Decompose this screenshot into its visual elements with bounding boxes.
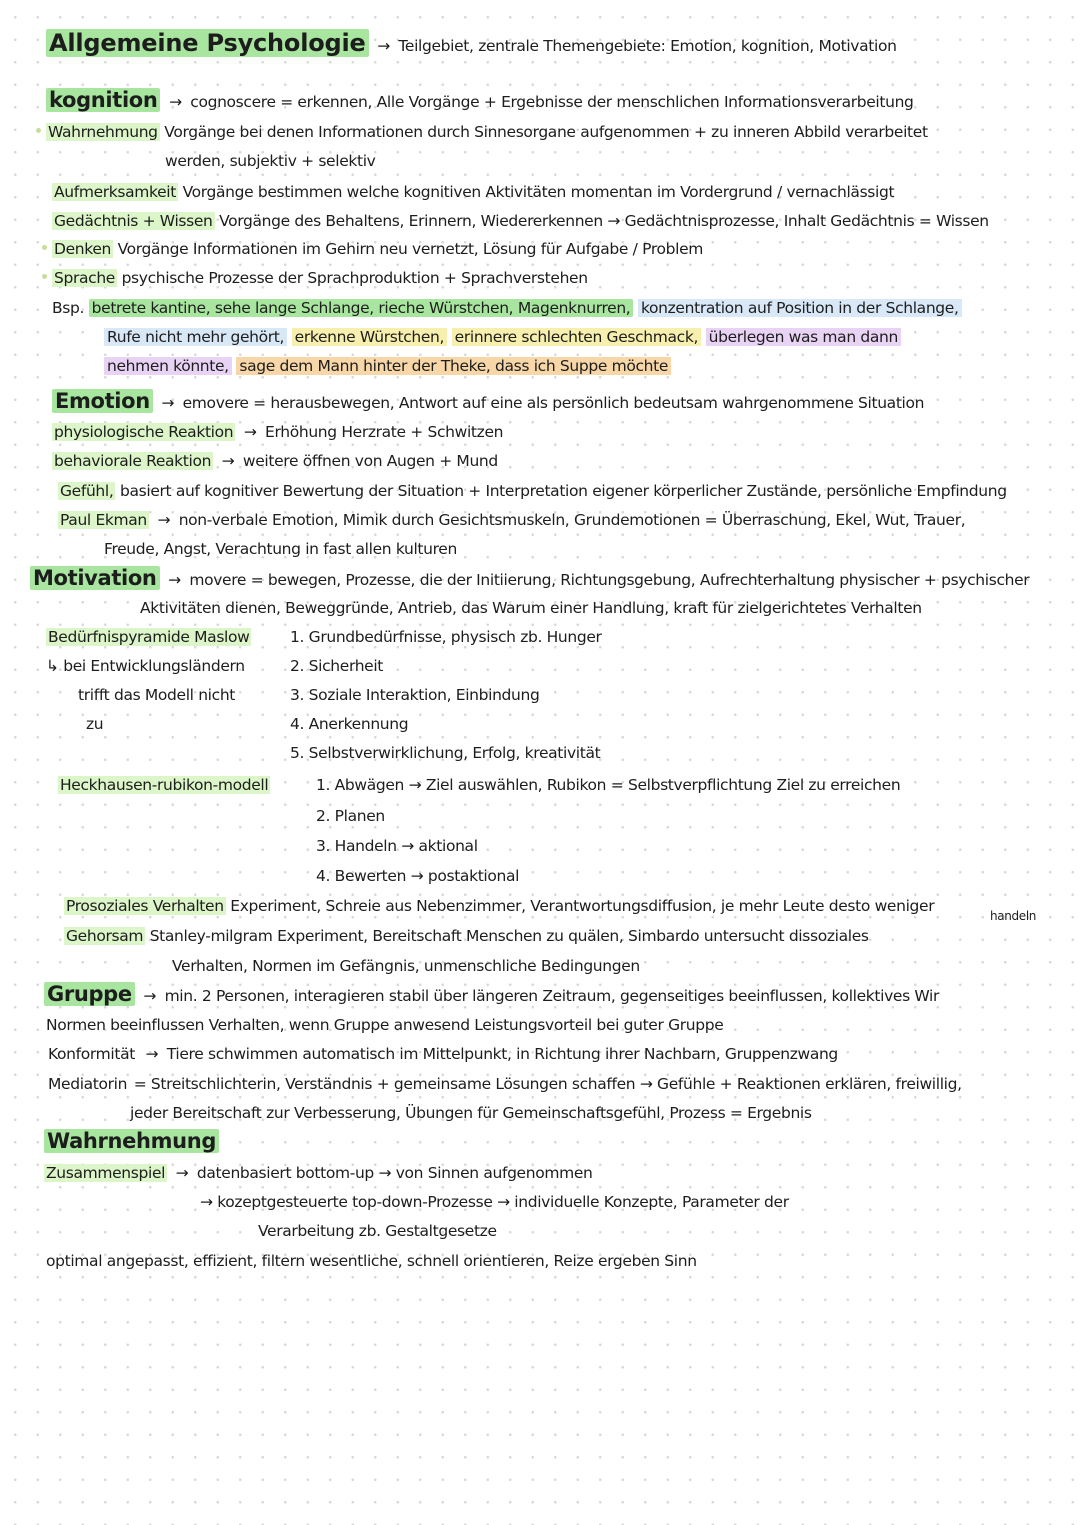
ekman-text: non-verbale Emotion, Mimik durch Gesichtsmuskeln, Grundemotionen = Überraschung, Ekel, Wut, Trauer, [178,511,966,529]
page-title: Allgemeine Psychologie [46,29,369,57]
gruppe-title: Gruppe [44,982,135,1006]
beispiel-ueberlegen: überlegen was man dann [706,328,901,346]
mediatorin-cont: jeder Bereitschaft zur Verbesserung, Übungen für Gemeinschaftsgefühl, Prozess = Ergebnis [130,1104,812,1122]
maslow-item-text: 5. Selbstverwirklichung, Erfolg, kreativität [290,744,601,762]
wahrnehmung-summary-line [46,1248,697,1274]
heckhausen-item-text: 4. Bewerten → postaktional [316,867,520,885]
gruppe-definition: min. 2 Personen, interagieren stabil über längeren Zeitraum, gegenseitiges beeinflussen, kollektives Wir [164,987,940,1005]
zusammenspiel-term: Zusammenspiel [46,1164,166,1182]
zusammenspiel-text-2: → kozeptgesteuerte top-down-Prozesse → individuelle Konzepte, Parameter der [200,1193,789,1211]
denken-term: Denken [54,240,111,258]
maslow-item [290,740,600,766]
ekman-cont-line [104,536,457,562]
ekman-line [58,507,965,533]
bullet-dot-icon [42,274,47,279]
arrow-right-icon: → [143,987,156,1005]
prosozial-text: Experiment, Schreie aus Nebenzimmer, Verantwortungsdiffusion, je mehr Leute desto weniger [230,897,935,915]
zusammenspiel-line-2 [200,1189,789,1215]
motivation-cont-line [140,595,922,621]
heckhausen-term: Heckhausen-rubikon-modell [60,776,269,794]
kognition-heading-line [46,87,914,115]
zusammenspiel-line-1: datenbasiert bottom-up → von Sinnen aufgenommen [196,1164,593,1182]
wahrnehmung-cont: werden, subjektiv + selektiv [165,152,376,170]
gruppe-cont-line [46,1012,723,1038]
mediatorin-text: = Streitschlichterin, Verständnis + gemeinsame Lösungen schaffen → Gefühle + Reaktionen erklären, freiwillig, [133,1075,962,1093]
mediatorin-line [46,1071,962,1097]
beispiel-aufmerksamkeit: konzentration auf Position in der Schlange, [638,299,962,317]
gehorsam-cont: Verhalten, Normen im Gefängnis, unmenschliche Bedingungen [172,957,640,975]
mediatorin-cont-line [130,1100,812,1126]
phys-reaktion-term: physiologische Reaktion [54,423,234,441]
bullet-dot-icon [42,245,47,250]
gefuehl-term: Gefühl, [60,482,114,500]
prosozial-term: Prosoziales Verhalten [66,897,224,915]
kognition-title: kognition [46,88,160,112]
denken-text: Vorgänge Informationen im Gehirn neu vernetzt, Lösung für Aufgabe / Problem [117,240,704,258]
motivation-title: Motivation [30,566,160,590]
konformitaet-text: Tiere schwimmen automatisch im Mittelpunkt, in Richtung ihrer Nachbarn, Gruppenzwang [166,1045,838,1063]
maslow-item [290,624,602,650]
phys-reaktion-text: Erhöhung Herzrate + Schwitzen [265,423,504,441]
wahrnehmung-line [46,119,928,145]
maslow-item-text: 2. Sicherheit [290,657,384,675]
gruppe-heading-line [44,981,939,1009]
beispiel-wahrnehmung: betrete kantine, sehe lange Schlange, rieche Würstchen, Magenknurren, [89,299,634,317]
gefuehl-text: basiert auf kognitiver Bewertung der Situation + Interpretation eigener körperlicher Zustände, persönliche Empfindung [120,482,1007,500]
arrow-right-icon: → [168,571,181,589]
heckhausen-item-text: 2. Planen [316,807,385,825]
maslow-note-text: zu [86,715,104,733]
emotion-title: Emotion [52,389,153,413]
beispiel-line-2 [104,324,901,350]
maslow-item-text: 4. Anerkennung [290,715,409,733]
maslow-note-3 [86,711,103,737]
emotion-definition: emovere = herausbewegen, Antwort auf eine als persönlich bedeutsam wahrgenommene Situation [182,394,925,412]
phys-reaktion-line [52,419,503,445]
behav-reaktion-term: behaviorale Reaktion [54,452,212,470]
kognition-definition: cognoscere = erkennen, Alle Vorgänge + Ergebnisse der menschlichen Informationsverarbeitung [190,93,914,111]
title-description: Teilgebiet, zentrale Themengebiete: Emotion, kognition, Motivation [398,37,897,55]
beispiel-rufe: Rufe nicht mehr gehört, [104,328,287,346]
maslow-term: Bedürfnispyramide Maslow [48,628,250,646]
beispiel-line-3 [104,353,671,379]
heckhausen-item [316,803,385,829]
prosozial-extra: handeln [990,909,1037,923]
prosozial-extra-line [990,908,1036,924]
maslow-item [290,711,408,737]
konformitaet-line [46,1041,838,1067]
heckhausen-item [316,863,519,889]
wahrnehmung-section-title: Wahrnehmung [44,1129,219,1153]
wahrnehmung-summary: optimal angepasst, effizient, filtern wesentliche, schnell orientieren, Reize ergeben Sinn [46,1252,697,1270]
arrow-right-icon: → [377,37,390,55]
heckhausen-item-text: 3. Handeln → aktional [316,837,478,855]
gefuehl-line [58,478,1007,504]
maslow-note-1 [46,653,245,679]
beispiel-erkenne: erkenne Würstchen, [292,328,447,346]
motivation-heading-line [30,565,1029,593]
heckhausen-item [316,772,900,798]
arrow-right-icon: → [169,93,182,111]
heckhausen-line [58,772,270,798]
maslow-note-text: ↳ bei Entwicklungsländern [46,657,245,675]
gedaechtnis-text: Vorgänge des Behaltens, Erinnern, Wiedererkennen → Gedächtnisprozesse, Inhalt Gedächtnis = Wissen [219,212,989,230]
heckhausen-item [316,833,478,859]
arrow-right-icon: → [157,511,171,529]
gruppe-cont: Normen beeinflussen Verhalten, wenn Gruppe anwesend Leistungsvorteil bei guter Gruppe [46,1016,724,1034]
motivation-definition: movere = bewegen, Prozesse, die der Initiierung, Richtungsgebung, Aufrechterhaltung physischer + psychischer [189,571,1030,589]
behav-reaktion-text: weitere öffnen von Augen + Mund [242,452,498,470]
arrow-right-icon: → [145,1045,159,1063]
maslow-item-text: 1. Grundbedürfnisse, physisch zb. Hunger [290,628,602,646]
gehorsam-cont-line [172,953,640,979]
zusammenspiel-line-3 [258,1218,497,1244]
gehorsam-text: Stanley-milgram Experiment, Bereitschaft Menschen zu quälen, Simbardo untersucht dissoziales [149,927,869,945]
sprache-line [52,265,588,291]
prosozial-line [64,893,934,919]
wahrnehmung-cont-line [165,148,376,174]
sprache-text: psychische Prozesse der Sprachproduktion + Sprachverstehen [121,269,588,287]
maslow-line [46,624,251,650]
aufmerksamkeit-line [52,179,894,205]
beispiel-nehmen: nehmen könnte, [104,357,232,375]
maslow-item [290,682,539,708]
konformitaet-term: Konformität [48,1045,135,1063]
maslow-note-text: trifft das Modell nicht [78,686,236,704]
gehorsam-line [64,923,869,949]
ekman-cont: Freude, Angst, Verachtung in fast allen kulturen [104,540,457,558]
aufmerksamkeit-text: Vorgänge bestimmen welche kognitiven Aktivitäten momentan im Vordergrund / vernachlässigt [182,183,895,201]
arrow-right-icon: → [175,1164,189,1182]
heckhausen-item-text: 1. Abwägen → Ziel auswählen, Rubikon = Selbstverpflichtung Ziel zu erreichen [316,776,901,794]
mediatorin-term: Mediatorin [48,1075,128,1093]
page-title-line [46,28,897,59]
beispiel-label: Bsp. [52,299,85,317]
beispiel-erinnere: erinnere schlechten Geschmack, [452,328,701,346]
bullet-dot-icon [36,128,41,133]
gedaechtnis-line [52,208,989,234]
gehorsam-term: Gehorsam [66,927,144,945]
arrow-right-icon: → [161,394,175,412]
wahrnehmung-term: Wahrnehmung [48,123,158,141]
denken-line [52,236,703,262]
aufmerksamkeit-term: Aufmerksamkeit [54,183,176,201]
gedaechtnis-term: Gedächtnis + Wissen [54,212,213,230]
behav-reaktion-line [52,448,498,474]
arrow-right-icon: → [243,423,257,441]
ekman-term: Paul Ekman [60,511,147,529]
arrow-right-icon: → [221,452,235,470]
sprache-term: Sprache [54,269,115,287]
maslow-item [290,653,383,679]
beispiel-line-1 [52,295,962,321]
maslow-item-text: 3. Soziale Interaktion, Einbindung [290,686,540,704]
wahrnehmung-text: Vorgänge bei denen Informationen durch Sinnesorgane aufgenommen + zu inneren Abbild verarbeitet [164,123,928,141]
wahrnehmung-heading-line [44,1128,219,1156]
emotion-heading-line [52,388,924,416]
motivation-cont: Aktivitäten dienen, Beweggründe, Antrieb, das Warum einer Handlung, kraft für zielgerichtetes Verhalten [140,599,922,617]
beispiel-sprache: sage dem Mann hinter der Theke, dass ich Suppe möchte [236,357,671,375]
zusammenspiel-line [44,1160,593,1186]
zusammenspiel-text-3: Verarbeitung zb. Gestaltgesetze [258,1222,497,1240]
maslow-note-2 [78,682,235,708]
